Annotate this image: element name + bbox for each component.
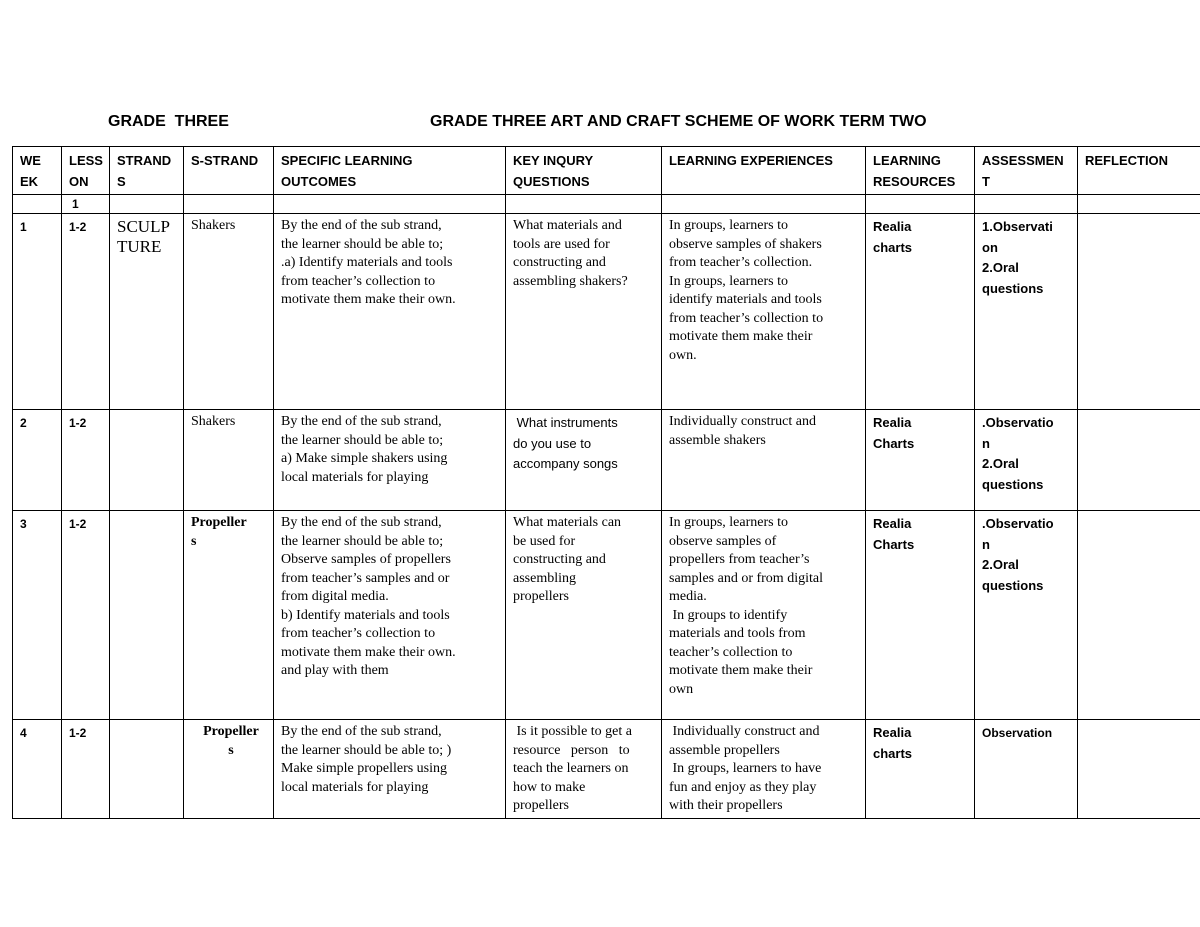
resources-cell: Realia Charts	[866, 410, 975, 511]
questions-cell: What instruments do you use to accompany songs	[506, 410, 662, 511]
table-row	[13, 511, 1200, 720]
assessment-cell: Observation	[975, 720, 1078, 819]
strand-cell	[110, 410, 184, 511]
outcomes-cell: By the end of the sub strand, the learner should be able to; a) Make simple shakers using local materials for playing	[274, 410, 506, 511]
resources-cell: Realia Charts	[866, 511, 975, 720]
week-cell: 2	[13, 410, 62, 511]
questions-cell: What materials and tools are used for constructing and assembling shakers?	[506, 214, 662, 410]
strand-cell	[110, 720, 184, 819]
subheader-row	[13, 195, 1200, 214]
questions-cell: What materials can be used for constructing and assembling propellers	[506, 511, 662, 720]
col-experiences: LEARNING EXPERIENCES	[662, 147, 866, 195]
outcomes-cell: By the end of the sub strand, the learner should be able to; Observe samples of propellers from teacher’s samples and or from digital media. b) Identify materials and tools from teacher’s collection to motivate them make their own. and play with them	[274, 511, 506, 720]
lesson-cell: 1-2	[62, 511, 110, 720]
experiences-cell: Individually construct and assemble propellers In groups, learners to have fun and enjoy as they play with their propellers	[662, 720, 866, 819]
outcomes-cell: By the end of the sub strand, the learner should be able to; .a) Identify materials and tools from teacher’s collection to motivate them make their own.	[274, 214, 506, 410]
col-sub-strand: S-STRAND	[184, 147, 274, 195]
experiences-cell: In groups, learners to observe samples of shakers from teacher’s collection. In groups, learners to identify materials and tools from teacher’s collection to motivate them make their own.	[662, 214, 866, 410]
document-title: GRADE THREE ART AND CRAFT SCHEME OF WORK TERM TWO	[430, 113, 927, 130]
header-row	[13, 147, 1200, 195]
sub-strand-cell: Propeller s	[184, 720, 274, 819]
lesson-cell: 1-2	[62, 720, 110, 819]
reflection-cell	[1078, 410, 1200, 511]
col-assessment: ASSESSMEN T	[975, 147, 1078, 195]
assessment-cell: .Observatio n 2.Oral questions	[975, 511, 1078, 720]
sub-strand-cell: Shakers	[184, 214, 274, 410]
lesson-cell: 1-2	[62, 410, 110, 511]
experiences-cell: In groups, learners to observe samples of propellers from teacher’s samples and or from digital media. In groups to identify materials and tools from teacher’s collection to motivate them make their own	[662, 511, 866, 720]
grade-label: GRADE THREE	[108, 113, 229, 130]
col-week: WE EK	[13, 147, 62, 195]
col-questions: KEY INQURY QUESTIONS	[506, 147, 662, 195]
questions-cell: Is it possible to get a resource person to teach the learners on how to make propellers	[506, 720, 662, 819]
week-cell: 3	[13, 511, 62, 720]
reflection-cell	[1078, 214, 1200, 410]
week-cell: 1	[13, 214, 62, 410]
table-row	[13, 720, 1200, 819]
experiences-cell: Individually construct and assemble shakers	[662, 410, 866, 511]
subheader-lesson: 1	[62, 195, 110, 214]
resources-cell: Realia charts	[866, 214, 975, 410]
reflection-cell	[1078, 511, 1200, 720]
strand-cell	[110, 511, 184, 720]
col-outcomes: SPECIFIC LEARNING OUTCOMES	[274, 147, 506, 195]
table-row	[13, 214, 1200, 410]
lesson-cell: 1-2	[62, 214, 110, 410]
col-resources: LEARNING RESOURCES	[866, 147, 975, 195]
sub-strand-cell: Propeller s	[184, 511, 274, 720]
reflection-cell	[1078, 720, 1200, 819]
table-row	[13, 410, 1200, 511]
sub-strand-cell: Shakers	[184, 410, 274, 511]
week-cell: 4	[13, 720, 62, 819]
col-lesson: LESS ON	[62, 147, 110, 195]
outcomes-cell: By the end of the sub strand, the learner should be able to; ) Make simple propellers using local materials for playing	[274, 720, 506, 819]
scheme-table	[12, 146, 1200, 819]
strand-cell: SCULP TURE	[110, 214, 184, 410]
col-strand: STRAND S	[110, 147, 184, 195]
assessment-cell: 1.Observati on 2.Oral questions	[975, 214, 1078, 410]
assessment-cell: .Observatio n 2.Oral questions	[975, 410, 1078, 511]
col-reflection: REFLECTION	[1078, 147, 1200, 195]
resources-cell: Realia charts	[866, 720, 975, 819]
